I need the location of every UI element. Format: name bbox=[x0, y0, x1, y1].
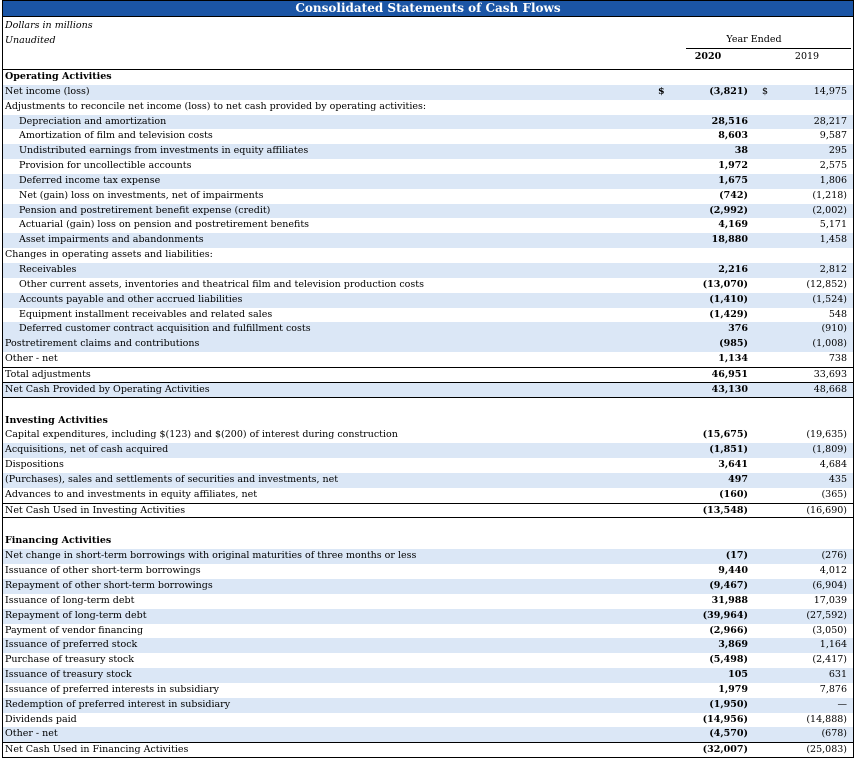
table-row bbox=[3, 218, 853, 233]
row-label: Receivables bbox=[19, 263, 77, 275]
table-row bbox=[3, 653, 853, 668]
row-label: Depreciation and amortization bbox=[19, 115, 167, 127]
value-2019: 14,975 bbox=[813, 85, 847, 97]
value-2020: (1,950) bbox=[709, 698, 748, 710]
row-label: Adjustments to reconcile net income (loss) to net cash provided by operating activities: bbox=[5, 100, 427, 112]
adjustments-list bbox=[3, 115, 853, 249]
value-2019: (678) bbox=[821, 728, 847, 740]
value-2020: (3,821) bbox=[709, 85, 748, 97]
subheading-adjustments bbox=[3, 100, 853, 115]
value-2019: 2,812 bbox=[819, 263, 847, 275]
value-2020: (15,675) bbox=[702, 429, 748, 441]
row-label: Issuance of other short-term borrowings bbox=[5, 565, 201, 577]
dollar-sign-2020: $ bbox=[658, 85, 665, 97]
table-row bbox=[3, 594, 853, 609]
row-label: Repayment of long-term debt bbox=[5, 609, 147, 621]
row-label: Accounts payable and other accrued liabilities bbox=[19, 293, 243, 305]
row-label: Deferred customer contract acquisition and fulfillment costs bbox=[19, 323, 311, 335]
value-2019: 33,693 bbox=[813, 368, 847, 380]
audit-note: Unaudited bbox=[5, 35, 56, 46]
investing-list bbox=[3, 428, 853, 502]
value-2020: 9,440 bbox=[718, 565, 748, 577]
row-label: Pension and postretirement benefit expense (credit) bbox=[19, 204, 271, 216]
value-2020: (2,966) bbox=[709, 624, 748, 636]
value-2020: (2,992) bbox=[709, 204, 748, 216]
value-2020: 8,603 bbox=[718, 130, 748, 142]
row-label: Other current assets, inventories and theatrical film and television production costs bbox=[19, 278, 424, 290]
row-label: Total adjustments bbox=[5, 368, 91, 380]
value-2020: 28,516 bbox=[711, 115, 748, 127]
spacer bbox=[3, 517, 853, 534]
value-2020: (13,548) bbox=[702, 504, 748, 516]
value-2019: 1,806 bbox=[819, 174, 847, 186]
value-2020: 3,869 bbox=[718, 639, 748, 651]
row-label: Actuarial (gain) loss on pension and postretirement benefits bbox=[19, 219, 310, 231]
value-2019: 2,575 bbox=[819, 160, 847, 172]
value-2020: 105 bbox=[728, 669, 748, 681]
cash-flow-statement bbox=[2, 0, 854, 758]
table-row bbox=[3, 473, 853, 488]
value-2020: (985) bbox=[719, 338, 748, 350]
value-2020: 4,169 bbox=[718, 219, 748, 231]
units-note: Dollars in millions bbox=[5, 20, 93, 31]
value-2019: 9,587 bbox=[819, 130, 847, 142]
table-row bbox=[3, 564, 853, 579]
value-2019: (1,524) bbox=[812, 293, 847, 305]
row-label: Equipment installment receivables and related sales bbox=[19, 308, 273, 320]
value-2019: (14,888) bbox=[806, 713, 847, 725]
row-label: Dispositions bbox=[5, 459, 64, 471]
table-row bbox=[3, 638, 853, 653]
value-2019: 4,012 bbox=[819, 565, 847, 577]
value-2019: 435 bbox=[828, 473, 847, 485]
value-2019: 28,217 bbox=[813, 115, 847, 127]
period-underline bbox=[686, 48, 851, 49]
value-2019: (2,417) bbox=[812, 654, 847, 666]
period-label: Year Ended bbox=[726, 34, 782, 45]
value-2019: (2,002) bbox=[812, 204, 847, 216]
row-label: Purchase of treasury stock bbox=[5, 654, 134, 666]
dollar-sign-2019: $ bbox=[762, 85, 769, 97]
table-row bbox=[3, 683, 853, 698]
row-label: Issuance of long-term debt bbox=[5, 594, 135, 606]
table-row bbox=[3, 293, 853, 308]
value-2019: (1,218) bbox=[812, 189, 847, 201]
value-2019: (1,809) bbox=[812, 444, 847, 456]
table-row bbox=[3, 278, 853, 293]
table-row-total-adjustments bbox=[3, 367, 853, 382]
value-2019: (365) bbox=[821, 488, 847, 500]
value-2020: (5,498) bbox=[709, 654, 748, 666]
row-label: Postretirement claims and contributions bbox=[5, 338, 200, 350]
row-label: Repayment of other short-term borrowings bbox=[5, 580, 213, 591]
row-label: (Purchases), sales and settlements of securities and investments, net bbox=[5, 473, 339, 485]
value-2020: (14,956) bbox=[702, 713, 748, 725]
value-2019: (910) bbox=[821, 323, 847, 335]
value-2019: (19,635) bbox=[806, 429, 847, 441]
row-label: Acquisitions, net of cash acquired bbox=[5, 444, 169, 456]
section-heading-financing bbox=[3, 534, 853, 549]
value-2019: (27,592) bbox=[806, 609, 847, 621]
row-label: Issuance of preferred interests in subsidiary bbox=[5, 683, 220, 695]
value-2020: (4,570) bbox=[709, 728, 748, 740]
row-label: Capital expenditures, including $(123) and $(200) of interest during construction bbox=[5, 429, 398, 441]
financing-list bbox=[3, 549, 853, 742]
value-2020: 46,951 bbox=[711, 368, 748, 380]
table-row bbox=[3, 443, 853, 458]
value-2019: 5,171 bbox=[819, 219, 847, 231]
row-label: Net change in short-term borrowings with original maturities of three months or less bbox=[5, 550, 417, 562]
subheading-changes bbox=[3, 248, 853, 263]
value-2020: (1,410) bbox=[709, 293, 748, 305]
value-2019: 7,876 bbox=[819, 683, 847, 695]
value-2019: (1,008) bbox=[812, 338, 847, 350]
row-label: Undistributed earnings from investments in equity affiliates bbox=[19, 145, 309, 157]
table-row bbox=[3, 204, 853, 219]
value-2019: 548 bbox=[828, 308, 847, 320]
value-2019: 17,039 bbox=[813, 594, 847, 606]
column-header-2020: 2020 bbox=[694, 51, 722, 62]
row-label: Payment of vendor financing bbox=[5, 624, 144, 636]
value-2019: (25,083) bbox=[806, 744, 847, 756]
value-2019: (6,904) bbox=[812, 580, 847, 591]
value-2020: 497 bbox=[728, 473, 748, 485]
row-label: Issuance of preferred stock bbox=[5, 639, 138, 651]
table-row bbox=[3, 428, 853, 443]
table-row bbox=[3, 488, 853, 503]
value-2019: 1,458 bbox=[819, 234, 847, 246]
row-label: Advances to and investments in equity affiliates, net bbox=[5, 488, 258, 500]
table-row bbox=[3, 144, 853, 159]
value-2020: (17) bbox=[725, 550, 748, 562]
table-row bbox=[3, 308, 853, 323]
row-label: Provision for uncollectible accounts bbox=[19, 160, 192, 172]
table-row bbox=[3, 322, 853, 337]
table-row bbox=[3, 698, 853, 713]
table-row bbox=[3, 624, 853, 639]
row-label: Asset impairments and abandonments bbox=[19, 234, 204, 246]
value-2020: (39,964) bbox=[702, 609, 748, 621]
table-row bbox=[3, 609, 853, 624]
row-label: Net Cash Used in Investing Activities bbox=[5, 504, 186, 516]
value-2019: 1,164 bbox=[819, 639, 847, 651]
table-row bbox=[3, 174, 853, 189]
value-2020: 1,675 bbox=[718, 174, 748, 186]
changes-list bbox=[3, 263, 853, 337]
row-label: Amortization of film and television costs bbox=[19, 130, 213, 142]
value-2020: (9,467) bbox=[709, 580, 748, 591]
table-row bbox=[3, 129, 853, 144]
section-heading-label: Operating Activities bbox=[5, 71, 112, 82]
value-2019: (12,852) bbox=[806, 278, 847, 290]
row-label: Changes in operating assets and liabilities: bbox=[5, 249, 213, 261]
statement-header bbox=[3, 17, 853, 70]
row-label: Redemption of preferred interest in subsidiary bbox=[5, 698, 231, 710]
table-row-other-net bbox=[3, 352, 853, 367]
value-2020: 43,130 bbox=[711, 383, 748, 395]
row-label: Net Cash Provided by Operating Activities bbox=[5, 383, 210, 395]
value-2020: (742) bbox=[719, 189, 748, 201]
section-heading-label: Financing Activities bbox=[5, 535, 112, 547]
value-2020: 38 bbox=[734, 145, 748, 157]
table-row bbox=[3, 668, 853, 683]
value-2019: 48,668 bbox=[813, 383, 847, 395]
table-row bbox=[3, 233, 853, 248]
value-2019: (276) bbox=[821, 550, 847, 562]
row-label: Issuance of treasury stock bbox=[5, 669, 132, 681]
table-row bbox=[3, 189, 853, 204]
value-2020: 1,972 bbox=[718, 160, 748, 172]
section-heading-label: Investing Activities bbox=[5, 414, 108, 426]
value-2019: 738 bbox=[828, 353, 847, 365]
value-2020: (13,070) bbox=[702, 278, 748, 290]
table-row bbox=[3, 727, 853, 742]
value-2019: (3,050) bbox=[812, 624, 847, 636]
row-label: Other - net bbox=[5, 728, 58, 740]
value-2020: 18,880 bbox=[711, 234, 748, 246]
value-2019: 295 bbox=[828, 145, 847, 157]
row-label: Net Cash Used in Financing Activities bbox=[5, 744, 189, 756]
value-2020: 3,641 bbox=[718, 459, 748, 471]
row-label: Net income (loss) bbox=[5, 85, 90, 97]
value-2020: (1,851) bbox=[709, 444, 748, 456]
table-row bbox=[3, 458, 853, 473]
value-2020: (160) bbox=[719, 488, 748, 500]
value-2020: (32,007) bbox=[702, 744, 748, 756]
section-heading-operating bbox=[3, 70, 853, 85]
column-header-2019: 2019 bbox=[794, 51, 820, 62]
value-2020: 376 bbox=[728, 323, 748, 335]
table-row-postretirement bbox=[3, 337, 853, 352]
value-2019: 631 bbox=[828, 669, 847, 681]
row-label: Dividends paid bbox=[5, 713, 77, 725]
table-row bbox=[3, 549, 853, 564]
value-2020: 1,979 bbox=[718, 683, 748, 695]
table-row-net-cash-operating bbox=[3, 382, 853, 397]
value-2020: 1,134 bbox=[718, 353, 748, 365]
spacer bbox=[3, 397, 853, 414]
section-heading-investing bbox=[3, 414, 853, 429]
table-row bbox=[3, 713, 853, 728]
value-2020: (1,429) bbox=[709, 308, 748, 320]
table-row-net-income bbox=[3, 85, 853, 100]
table-row bbox=[3, 263, 853, 278]
statement-title: Consolidated Statements of Cash Flows bbox=[2, 0, 854, 17]
value-2020: 31,988 bbox=[711, 594, 748, 606]
table-row bbox=[3, 159, 853, 174]
row-label: Deferred income tax expense bbox=[19, 174, 161, 186]
table-row-net-cash-investing bbox=[3, 503, 853, 518]
value-2020: 2,216 bbox=[718, 263, 748, 275]
table-row bbox=[3, 579, 853, 594]
value-2019: — bbox=[837, 698, 847, 710]
table-row bbox=[3, 115, 853, 130]
value-2019: 4,684 bbox=[819, 459, 847, 471]
value-2019: (16,690) bbox=[806, 504, 847, 516]
row-label: Net (gain) loss on investments, net of impairments bbox=[19, 189, 264, 201]
row-label: Other - net bbox=[5, 353, 58, 365]
